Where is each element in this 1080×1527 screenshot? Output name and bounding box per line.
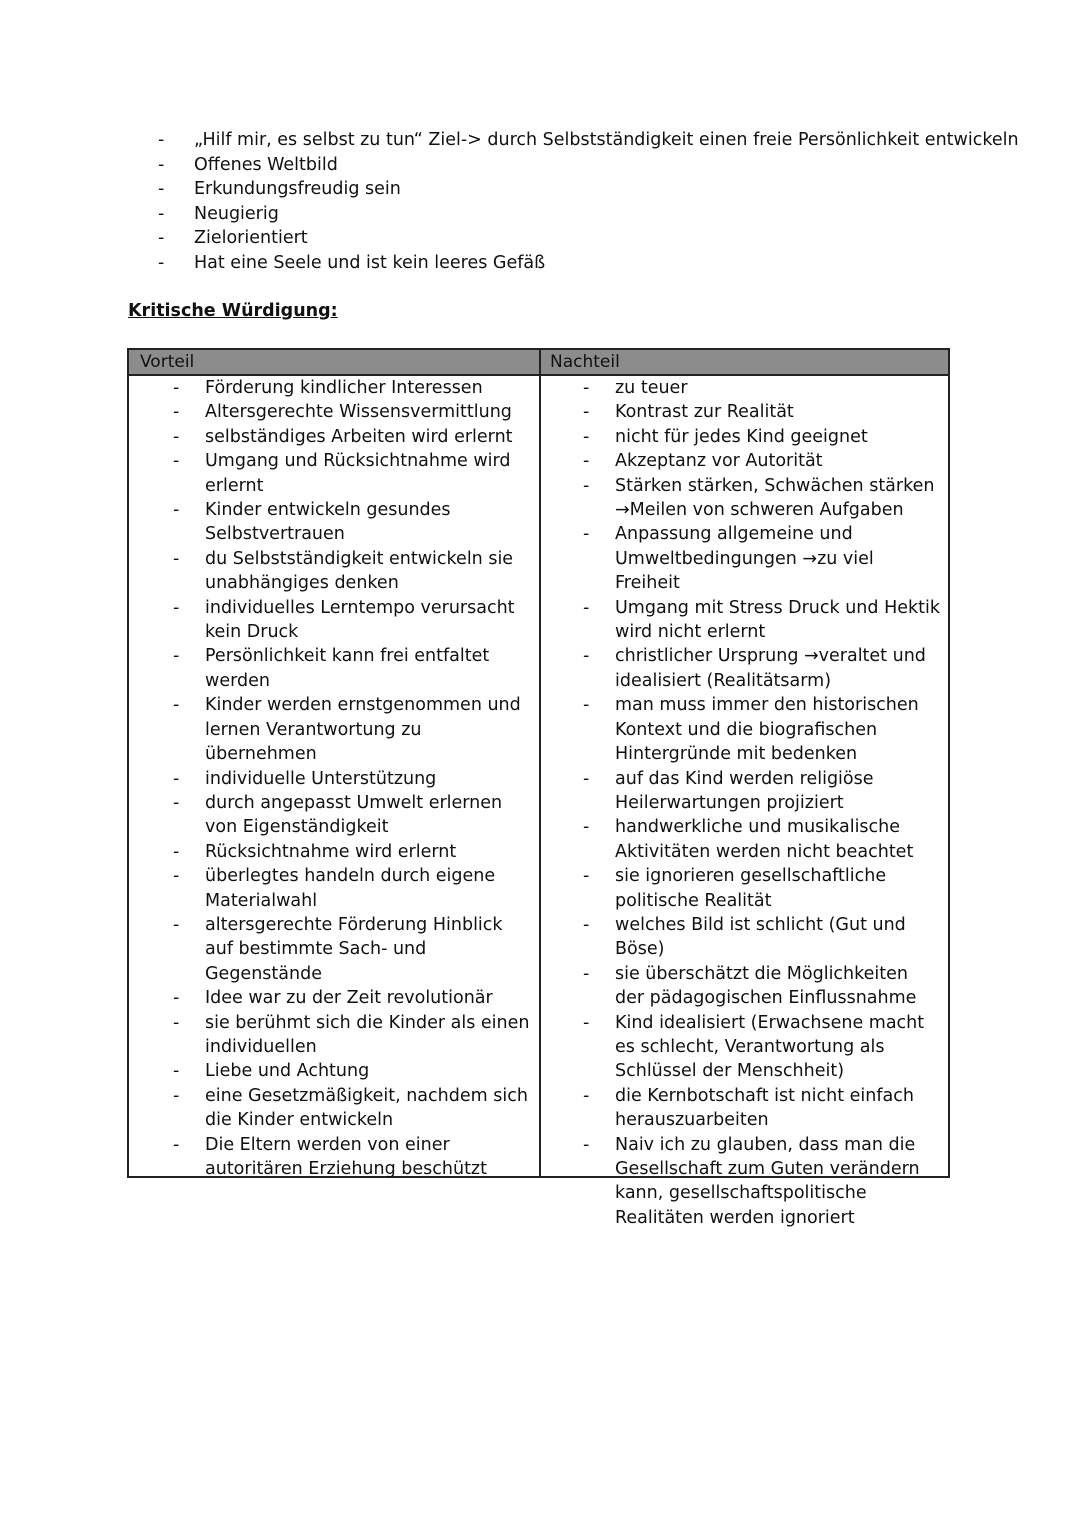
table-row xyxy=(581,644,941,693)
table-row xyxy=(581,522,941,595)
list-item-text: „Hilf mir, es selbst zu tun“ Ziel-> durch Selbstständigkeit einen freie Persönlichkeit entwickeln xyxy=(194,130,1019,150)
bullet-dash: - xyxy=(158,203,165,224)
cell-text: Naiv ich zu glauben, dass man die Gesellschaft zum Guten verändern kann, gesellschaftspolitische Realitäten werden ignoriert xyxy=(615,1134,920,1228)
cell-text: Kind idealisiert (Erwachsene macht es schlecht, Verantwortung als Schlüssel der Menschheit) xyxy=(615,1012,925,1082)
bullet-dash: - xyxy=(173,548,180,569)
cell-text: Persönlichkeit kann frei entfaltet werden xyxy=(205,646,490,691)
table-row xyxy=(171,498,533,547)
list-item xyxy=(150,153,1030,178)
bullet-dash: - xyxy=(583,1012,590,1033)
list-item-text: Zielorientiert xyxy=(194,228,308,248)
table-row xyxy=(581,1011,941,1084)
bullet-dash: - xyxy=(173,597,180,618)
cell-text: Umgang mit Stress Druck und Hektik wird nicht erlernt xyxy=(615,597,940,643)
nachteil-list xyxy=(581,376,941,1230)
cell-text: Kinder entwickeln gesundes Selbstvertrauen xyxy=(205,500,451,545)
bullet-dash: - xyxy=(583,524,590,545)
bullet-dash: - xyxy=(173,1134,180,1155)
list-item xyxy=(150,177,1030,202)
table-row xyxy=(581,425,941,449)
list-item xyxy=(150,128,1030,153)
bullet-dash: - xyxy=(583,1085,590,1106)
cell-text: Die Eltern werden von einer autoritären Erziehung beschützt xyxy=(205,1134,487,1179)
table-row xyxy=(171,376,533,400)
table-row xyxy=(581,596,941,645)
cell-text: Förderung kindlicher Interessen xyxy=(205,378,483,398)
table-row xyxy=(171,1059,533,1083)
bullet-dash: - xyxy=(173,988,180,1009)
cell-text: Kinder werden ernstgenommen und lernen Verantwortung zu übernehmen xyxy=(205,695,521,765)
bullet-dash: - xyxy=(583,402,590,423)
cell-text: Kontrast zur Realität xyxy=(615,402,794,423)
cell-text: Idee war zu der Zeit revolutionär xyxy=(205,988,493,1009)
table-row xyxy=(171,400,533,424)
list-item-text: Neugierig xyxy=(194,203,279,224)
bullet-dash: - xyxy=(173,792,180,813)
cell-text: handwerkliche und musikalische Aktivitäten werden nicht beachtet xyxy=(615,817,914,862)
table-row xyxy=(581,449,941,473)
bullet-dash: - xyxy=(583,597,590,618)
bullet-dash: - xyxy=(173,426,180,447)
bullet-dash: - xyxy=(583,695,590,716)
table-row xyxy=(581,815,941,864)
intro-bullet-list xyxy=(150,128,1030,275)
cell-text: Anpassung allgemeine und Umweltbedingungen →zu viel Freiheit xyxy=(615,524,874,594)
bullet-dash: - xyxy=(173,378,180,398)
bullet-dash: - xyxy=(173,914,180,935)
cell-text: die Kernbotschaft ist nicht einfach herauszuarbeiten xyxy=(615,1085,914,1131)
bullet-dash: - xyxy=(583,963,590,984)
table-row xyxy=(171,547,533,596)
cell-text: durch angepasst Umwelt erlernen von Eigenständigkeit xyxy=(205,792,503,838)
table-row xyxy=(171,596,533,645)
table-row xyxy=(581,376,941,400)
bullet-dash: - xyxy=(583,451,590,472)
bullet-dash: - xyxy=(583,768,590,789)
cell-text: Rücksichtnahme wird erlernt xyxy=(205,841,457,862)
table-row xyxy=(581,1133,941,1231)
vorteil-list xyxy=(171,376,533,1181)
column-divider xyxy=(539,350,541,1176)
cell-text: nicht für jedes Kind geeignet xyxy=(615,426,868,447)
table-row xyxy=(171,864,533,913)
bullet-dash: - xyxy=(173,768,180,789)
cell-text: Akzeptanz vor Autorität xyxy=(615,451,823,472)
cell-text: man muss immer den historischen Kontext und die biografischen Hintergründe mit bedenken xyxy=(615,695,919,765)
critique-table xyxy=(127,348,950,1228)
list-item-text: Erkundungsfreudig sein xyxy=(194,179,401,199)
table-row xyxy=(171,986,533,1010)
bullet-dash: - xyxy=(173,1085,180,1106)
cell-text: altersgerechte Förderung Hinblick auf bestimmte Sach- und Gegenstände xyxy=(205,914,503,984)
cell-text: sie ignorieren gesellschaftliche politische Realität xyxy=(615,866,887,911)
bullet-dash: - xyxy=(583,426,590,447)
cell-text: zu teuer xyxy=(615,378,688,398)
cell-text: christlicher Ursprung →veraltet und idealisiert (Realitätsarm) xyxy=(615,646,926,691)
cell-text: individuelles Lerntempo verursacht kein Druck xyxy=(205,597,515,643)
table-row xyxy=(581,864,941,913)
list-item xyxy=(150,226,1030,251)
table-row xyxy=(581,400,941,424)
bullet-dash: - xyxy=(583,646,590,667)
table-row xyxy=(171,791,533,840)
table-row xyxy=(171,767,533,791)
table-row xyxy=(581,693,941,766)
cell-text: Altersgerechte Wissensvermittlung xyxy=(205,402,512,423)
cell-text: individuelle Unterstützung xyxy=(205,768,437,789)
table-row xyxy=(581,767,941,816)
bullet-dash: - xyxy=(173,695,180,716)
bullet-dash: - xyxy=(173,402,180,423)
header-vorteil: Vorteil xyxy=(140,352,195,372)
bullet-dash: - xyxy=(173,1012,180,1033)
table-row xyxy=(171,1084,533,1133)
bullet-dash: - xyxy=(583,866,590,887)
cell-text: du Selbstständigkeit entwickeln sie unabhängiges denken xyxy=(205,548,514,594)
list-item xyxy=(150,202,1030,227)
bullet-dash: - xyxy=(173,451,180,472)
list-item-text: Offenes Weltbild xyxy=(194,154,338,175)
cell-text: sie berühmt sich die Kinder als einen individuellen xyxy=(205,1012,530,1057)
bullet-dash: - xyxy=(158,154,165,175)
bullet-dash: - xyxy=(173,1061,180,1082)
bullet-dash: - xyxy=(583,1134,590,1155)
bullet-dash: - xyxy=(173,500,180,521)
cell-text: sie überschätzt die Möglichkeiten der pädagogischen Einflussnahme xyxy=(615,963,917,1009)
list-item-text: Hat eine Seele und ist kein leeres Gefäß xyxy=(194,252,546,273)
cell-text: Umgang und Rücksichtnahme wird erlernt xyxy=(205,451,511,496)
table-row xyxy=(581,913,941,962)
cell-text: Stärken stärken, Schwächen stärken →Meilen von schweren Aufgaben xyxy=(615,475,935,521)
table-row xyxy=(581,474,941,523)
cell-text: auf das Kind werden religiöse Heilerwartungen projiziert xyxy=(615,768,874,813)
cell-text: Liebe und Achtung xyxy=(205,1061,370,1082)
cell-text: eine Gesetzmäßigkeit, nachdem sich die Kinder entwickeln xyxy=(205,1085,528,1131)
table-row xyxy=(171,840,533,864)
table-row xyxy=(171,644,533,693)
cell-text: welches Bild ist schlicht (Gut und Böse) xyxy=(615,914,906,960)
bullet-dash: - xyxy=(173,866,180,887)
table-row xyxy=(171,693,533,766)
bullet-dash: - xyxy=(583,817,590,838)
bullet-dash: - xyxy=(158,252,165,273)
table-row xyxy=(171,1011,533,1060)
bullet-dash: - xyxy=(158,179,165,199)
cell-text: überlegtes handeln durch eigene Materialwahl xyxy=(205,866,496,911)
list-item xyxy=(150,251,1030,276)
section-heading: Kritische Würdigung: xyxy=(128,301,338,321)
table-row xyxy=(171,449,533,498)
bullet-dash: - xyxy=(173,841,180,862)
table-row xyxy=(171,425,533,449)
bullet-dash: - xyxy=(158,228,165,248)
table-row xyxy=(581,962,941,1011)
bullet-dash: - xyxy=(158,130,165,150)
header-nachteil: Nachteil xyxy=(550,352,620,372)
cell-text: selbständiges Arbeiten wird erlernt xyxy=(205,426,513,447)
bullet-dash: - xyxy=(583,378,590,398)
table-row xyxy=(581,1084,941,1133)
table-row xyxy=(171,913,533,986)
bullet-dash: - xyxy=(173,646,180,667)
bullet-dash: - xyxy=(583,475,590,496)
bullet-dash: - xyxy=(583,914,590,935)
table-row xyxy=(171,1133,533,1182)
